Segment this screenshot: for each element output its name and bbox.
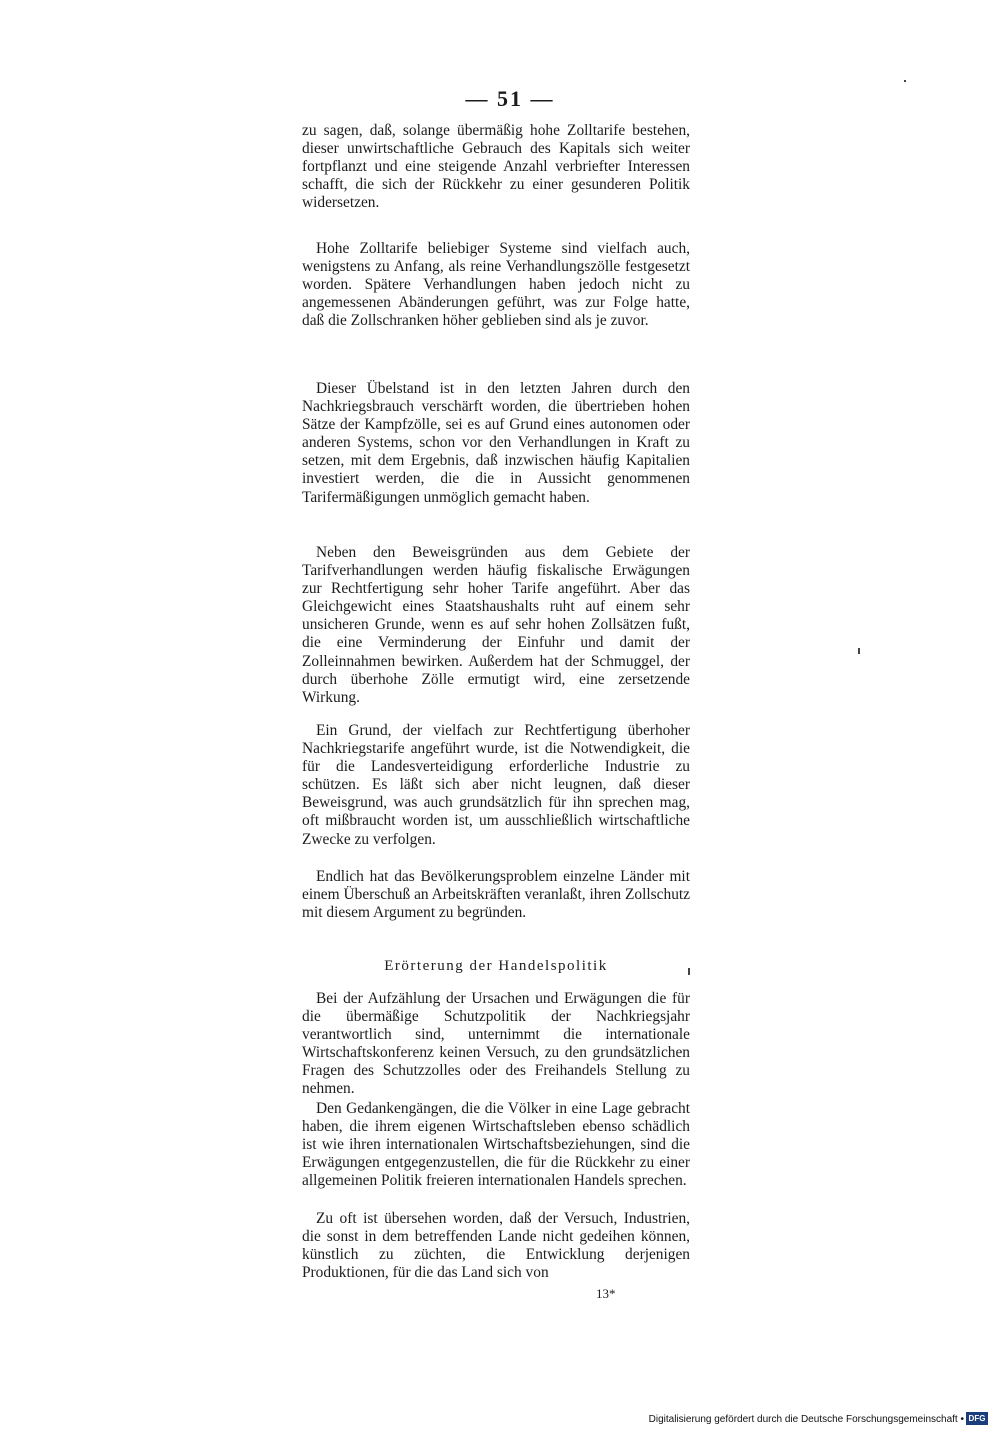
paragraph (302, 240, 690, 330)
paragraph-text: Den Gedankengängen, die die Völker in eine Lage gebracht haben, die ihrem eigenen Wirtschaftsleben ebenso schädlich ist wie ihren internationalen Wirtschaftsbeziehungen, sind die Erwägungen entgegenzustellen, die für die Rückkehr zu einer allgemeinen Politik freieren internationalen Handels sprechen. (302, 1100, 690, 1190)
section-paragraph (302, 990, 690, 1099)
signature-mark: 13* (596, 1286, 616, 1301)
paragraph (302, 380, 690, 507)
scan-speck (688, 968, 690, 975)
section-heading: Erörterung der Handelspolitik (384, 958, 608, 974)
paragraph (302, 544, 690, 707)
paragraph (302, 722, 690, 849)
paragraph (302, 122, 690, 212)
footer-credit: Digitalisierung gefördert durch die Deutsche Forschungsgemeinschaft • (648, 1414, 964, 1425)
paragraph-text: Zu oft ist übersehen worden, daß der Versuch, Industrien, die sonst in dem betreffenden Lande nicht gedeihen können, künstlich zu züchten, die Entwicklung derjenigen Produktionen, für die das Land sich von (302, 1210, 690, 1282)
scan-speck (904, 80, 906, 82)
paragraph-text: Bei der Aufzählung der Ursachen und Erwägungen die für die übermäßige Schutzpolitik der Nachkriegsjahr verantwortlich sind, unternimmt die internationale Wirtschaftskonferenz keinen Versuch, zu den grundsätzlichen Fragen des Schutzzolles oder des Freihandels Stellung zu nehmen. (302, 990, 690, 1098)
page-number: — 51 — (465, 86, 555, 111)
paragraph-text: Hohe Zolltarife beliebiger Systeme sind vielfach auch, wenigstens zu Anfang, als reine Verhandlungszölle festgesetzt worden. Spätere Verhandlungen haben jedoch nicht zu angemessenen Abänderungen geführt, was zur Folge hatte, daß die Zollschranken höher geblieben sind als je zuvor. (302, 240, 690, 330)
paragraph-text: Neben den Beweisgründen aus dem Gebiete der Tarifverhandlungen werden häufig fiskalische Erwägungen zur Rechtfertigung sehr hoher Tarife angeführt. Aber das Gleichgewicht eines Staatshaushalts ruht auf einem sehr unsicheren Grunde, wenn es auf sehr hohen Zollsätzen fußt, die eine Verminderung der Einfuhr und damit der Zolleinnahmen bewirken. Außerdem hat der Schmuggel, der durch überhohe Zölle ermutigt wird, eine zersetzende Wirkung. (302, 544, 690, 706)
section-paragraph (302, 1100, 690, 1190)
paragraph-text: Endlich hat das Bevölkerungsproblem einzelne Länder mit einem Überschuß an Arbeitskräften veranlaßt, ihren Zollschutz mit diesem Argument zu begründen. (302, 868, 690, 922)
paragraph-text: Dieser Übelstand ist in den letzten Jahren durch den Nachkriegsbrauch verschärft worden, die übertrieben hohen Sätze der Kampfzölle, sei es auf Grund eines autonomen oder anderen Systems, schon vor den Verhandlungen in Kraft zu setzen, mit dem Ergebnis, daß inzwischen häufig Kapitalien investiert werden, die die in Aussicht genommenen Tarifermäßigungen unmöglich gemacht haben. (302, 380, 690, 506)
scan-speck (858, 648, 860, 654)
paragraph (302, 868, 690, 922)
paragraph-text: Ein Grund, der vielfach zur Rechtfertigung überhoher Nachkriegstarife angeführt wurde, ist die Notwendigkeit, die für die Landesverteidigung erforderliche Industrie zu schützen. Es läßt sich aber nicht leugnen, daß dieser Beweisgrund, was auch grundsätzlich für ihn sprechen mag, oft mißbraucht worden ist, um ausschließlich wirtschaftliche Zwecke zu verfolgen. (302, 722, 690, 848)
dfg-logo: DFG (966, 1412, 988, 1425)
paragraph-text: zu sagen, daß, solange übermäßig hohe Zolltarife bestehen, dieser unwirtschaftliche Gebrauch des Kapitals sich weiter fortpflanzt und eine steigende Anzahl verbriefter Interessen schafft, die sich der Rückkehr zu einer gesunderen Politik widersetzen. (302, 122, 690, 212)
section-paragraph (302, 1210, 690, 1282)
